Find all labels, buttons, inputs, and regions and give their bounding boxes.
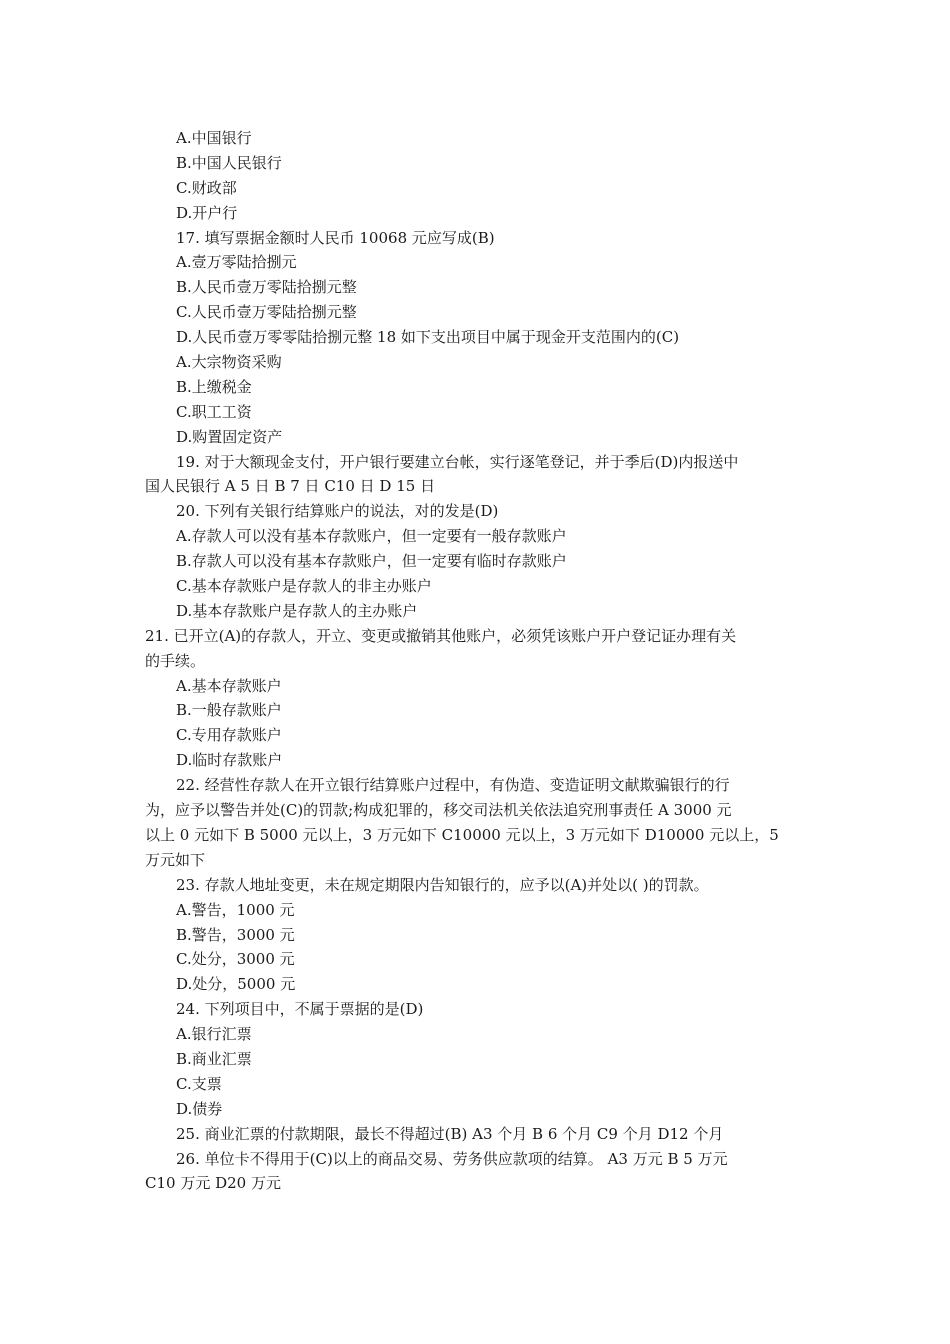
text-line: C.支票 (176, 1074, 222, 1093)
text-line: B.警告，3000 元 (176, 925, 295, 944)
text-line: D.债券 (176, 1099, 223, 1118)
text-line: B.商业汇票 (176, 1049, 252, 1068)
text-line: A.警告，1000 元 (176, 900, 295, 919)
text-line: 国人民银行 A 5 日 B 7 日 C10 日 D 15 日 (145, 477, 436, 496)
text-line: 22. 经营性存款人在开立银行结算账户过程中，有伪造、变造证明文献欺骗银行的行 (176, 776, 730, 795)
text-line: C.处分，3000 元 (176, 950, 295, 969)
text-line: A.存款人可以没有基本存款账户，但一定要有一般存款账户 (176, 527, 567, 546)
text-line: C.基本存款账户是存款人的非主办账户 (176, 577, 432, 596)
text-line: D.人民币壹万零零陆拾捌元整 18 如下支出项目中属于现金开支范围内的(C) (176, 328, 680, 347)
text-line: C.职工工资 (176, 402, 252, 421)
text-line: 20. 下列有关银行结算账户的说法，对的发是(D) (176, 502, 499, 521)
text-line: D.开户行 (176, 203, 238, 222)
text-line: 的手续。 (145, 651, 206, 670)
text-line: D.处分，5000 元 (176, 975, 296, 994)
text-line: B.人民币壹万零陆拾捌元整 (176, 278, 357, 297)
text-line: 19. 对于大额现金支付，开户银行要建立台帐，实行逐笔登记，并于季后(D)内报送中 (176, 452, 739, 471)
text-line: 以上 0 元如下 B 5000 元以上，3 万元如下 C10000 元以上，3 万元如下 D10000 元以上，5 (145, 825, 779, 844)
text-line: B.上缴税金 (176, 377, 252, 396)
text-line: C.专用存款账户 (176, 726, 282, 745)
text-line: C.人民币壹万零陆拾捌元整 (176, 303, 357, 322)
text-line: 23. 存款人地址变更，未在规定期限内告知银行的，应予以(A)并处以( )的罚款。 (176, 875, 709, 894)
text-line: D.基本存款账户是存款人的主办账户 (176, 601, 418, 620)
text-line: A.银行汇票 (176, 1025, 252, 1044)
text-line: B.一般存款账户 (176, 701, 282, 720)
text-line: B.中国人民银行 (176, 153, 282, 172)
text-line: A.壹万零陆拾捌元 (176, 253, 297, 272)
document-page (0, 126, 950, 1196)
text-line: D.购置固定资产 (176, 427, 283, 446)
text-line: 25. 商业汇票的付款期限，最长不得超过(B) A3 个月 B 6 个月 C9 个月 D12 个月 (176, 1124, 724, 1143)
text-line: A.大宗物资采购 (176, 353, 282, 372)
text-line: B.存款人可以没有基本存款账户，但一定要有临时存款账户 (176, 552, 567, 571)
text-line: A.基本存款账户 (176, 676, 282, 695)
text-line: D.临时存款账户 (176, 751, 283, 770)
text-line: A.中国银行 (176, 129, 252, 147)
text-line: 万元如下 (145, 850, 206, 869)
text-line: 21. 已开立(A)的存款人，开立、变更或撤销其他账户，必须凭该账户开户登记证办理有关 (145, 626, 737, 645)
text-line: 24. 下列项目中，不属于票据的是(D) (176, 1000, 424, 1019)
text-line: 17. 填写票据金额时人民币 10068 元应写成(B) (176, 228, 495, 247)
text-line: C.财政部 (176, 178, 237, 197)
text-line: C10 万元 D20 万元 (145, 1174, 281, 1193)
text-line: 为，应予以警告并处(C)的罚款;构成犯罪的，移交司法机关依法追究刑事责任 A 3000 元 (145, 801, 732, 820)
text-line: 26. 单位卡不得用于(C)以上的商品交易、劳务供应款项的结算。 A3 万元 B 5 万元 (176, 1149, 728, 1168)
